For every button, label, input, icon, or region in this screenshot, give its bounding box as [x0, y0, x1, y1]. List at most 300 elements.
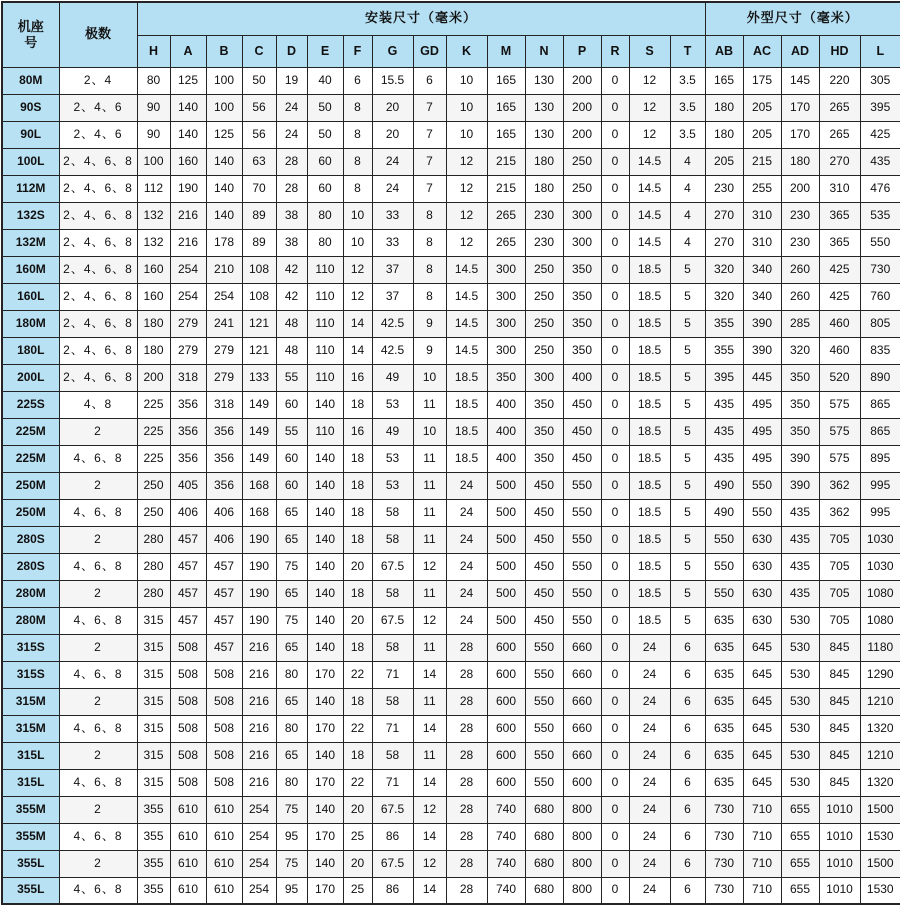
dimension-cell-c: 216 [242, 634, 276, 661]
dimension-cell-l: 1080 [860, 607, 900, 634]
dimension-cell-b: 100 [206, 67, 242, 94]
frame-number-cell: 280S [2, 553, 59, 580]
dimension-cell-hd: 1010 [819, 823, 860, 850]
dimension-cell-g: 58 [372, 526, 413, 553]
dimension-cell-h: 90 [137, 94, 170, 121]
dimension-cell-t: 4 [670, 175, 705, 202]
dimension-cell-k: 12 [446, 175, 487, 202]
dimension-cell-c: 216 [242, 769, 276, 796]
dimension-cell-b: 508 [206, 661, 242, 688]
frame-number-column-header [2, 2, 59, 67]
dimension-cell-h: 250 [137, 472, 170, 499]
dimension-cell-k: 12 [446, 229, 487, 256]
dimension-cell-m: 600 [487, 715, 525, 742]
dimension-cell-e: 80 [307, 202, 343, 229]
dimension-cell-t: 5 [670, 580, 705, 607]
dimension-cell-ab: 730 [705, 823, 743, 850]
dimension-cell-a: 508 [170, 688, 206, 715]
dimension-cell-ac: 710 [743, 877, 781, 904]
dimension-cell-p: 550 [563, 526, 601, 553]
dimension-cell-hd: 362 [819, 499, 860, 526]
dimension-cell-a: 610 [170, 877, 206, 904]
dimension-cell-c: 56 [242, 94, 276, 121]
dimension-cell-e: 50 [307, 94, 343, 121]
dimension-cell-g: 67.5 [372, 850, 413, 877]
dimension-cell-p: 550 [563, 580, 601, 607]
dimension-cell-n: 680 [525, 850, 563, 877]
dimension-cell-a: 406 [170, 499, 206, 526]
dimension-cell-c: 168 [242, 472, 276, 499]
dimension-cell-b: 457 [206, 634, 242, 661]
dimension-cell-ab: 435 [705, 418, 743, 445]
dimension-cell-b: 406 [206, 499, 242, 526]
dimension-cell-a: 318 [170, 364, 206, 391]
dimension-cell-r: 0 [601, 121, 629, 148]
dimension-cell-d: 80 [276, 715, 307, 742]
dimension-cell-ab: 730 [705, 850, 743, 877]
dimension-cell-r: 0 [601, 823, 629, 850]
dimension-cell-g: 71 [372, 661, 413, 688]
dimension-cell-r: 0 [601, 499, 629, 526]
dimension-cell-p: 660 [563, 715, 601, 742]
dimension-cell-b: 125 [206, 121, 242, 148]
dimension-cell-g: 67.5 [372, 796, 413, 823]
dimension-cell-r: 0 [601, 202, 629, 229]
dimension-cell-t: 5 [670, 445, 705, 472]
dimension-cell-l: 1210 [860, 688, 900, 715]
dimension-cell-a: 160 [170, 148, 206, 175]
dimension-cell-m: 300 [487, 337, 525, 364]
dimension-cell-h: 315 [137, 742, 170, 769]
dimension-cell-e: 170 [307, 661, 343, 688]
dimension-cell-r: 0 [601, 607, 629, 634]
dimension-cell-h: 280 [137, 553, 170, 580]
dimension-cell-s: 14.5 [629, 229, 670, 256]
dimension-cell-g: 58 [372, 634, 413, 661]
dimension-cell-ac: 390 [743, 310, 781, 337]
poles-cell: 2、4、6、8 [59, 256, 137, 283]
column-header-g: G [372, 35, 413, 67]
poles-cell: 2、4、6、8 [59, 310, 137, 337]
dimension-cell-c: 190 [242, 607, 276, 634]
dimension-cell-t: 6 [670, 634, 705, 661]
table-row [2, 148, 900, 175]
dimension-cell-f: 14 [343, 337, 372, 364]
dimension-cell-g: 86 [372, 877, 413, 904]
dimension-cell-n: 550 [525, 634, 563, 661]
poles-cell: 4、6、8 [59, 877, 137, 904]
dimension-cell-c: 89 [242, 202, 276, 229]
frame-number-cell: 160M [2, 256, 59, 283]
dimension-cell-r: 0 [601, 94, 629, 121]
dimension-cell-ad: 260 [781, 283, 819, 310]
dimension-cell-p: 250 [563, 175, 601, 202]
frame-number-cell: 315L [2, 742, 59, 769]
dimension-cell-s: 18.5 [629, 391, 670, 418]
column-header-h: H [137, 35, 170, 67]
dimension-cell-g: 49 [372, 418, 413, 445]
dimension-cell-p: 600 [563, 769, 601, 796]
dimension-cell-ac: 630 [743, 580, 781, 607]
dimension-cell-d: 75 [276, 850, 307, 877]
dimension-cell-hd: 1010 [819, 796, 860, 823]
dimension-cell-b: 508 [206, 688, 242, 715]
dimension-cell-a: 216 [170, 229, 206, 256]
dimension-cell-m: 500 [487, 526, 525, 553]
dimension-cell-ac: 645 [743, 634, 781, 661]
poles-cell: 2、4、6 [59, 94, 137, 121]
table-row [2, 607, 900, 634]
dimension-cell-ab: 490 [705, 472, 743, 499]
table-row [2, 877, 900, 904]
dimension-cell-l: 1500 [860, 796, 900, 823]
dimension-cell-b: 508 [206, 715, 242, 742]
outline-dimensions-group-header: 外型尺寸（毫米） [705, 2, 900, 35]
frame-number-cell: 250M [2, 499, 59, 526]
dimension-cell-hd: 270 [819, 148, 860, 175]
dimension-cell-k: 24 [446, 499, 487, 526]
dimension-cell-m: 740 [487, 796, 525, 823]
dimension-cell-ab: 730 [705, 877, 743, 904]
dimension-cell-d: 95 [276, 877, 307, 904]
dimension-cell-h: 315 [137, 769, 170, 796]
dimension-cell-ad: 260 [781, 256, 819, 283]
dimension-cell-g: 71 [372, 769, 413, 796]
dimension-cell-f: 18 [343, 688, 372, 715]
dimension-cell-n: 550 [525, 715, 563, 742]
dimension-cell-hd: 220 [819, 67, 860, 94]
dimension-cell-t: 6 [670, 688, 705, 715]
dimension-cell-e: 140 [307, 634, 343, 661]
dimension-cell-d: 60 [276, 391, 307, 418]
dimension-cell-g: 37 [372, 283, 413, 310]
dimension-cell-d: 28 [276, 175, 307, 202]
dimension-cell-l: 835 [860, 337, 900, 364]
dimension-cell-a: 356 [170, 391, 206, 418]
dimension-cell-ac: 630 [743, 553, 781, 580]
poles-cell: 4、8 [59, 391, 137, 418]
dimension-cell-t: 6 [670, 661, 705, 688]
dimension-cell-h: 225 [137, 391, 170, 418]
dimension-cell-h: 132 [137, 202, 170, 229]
dimension-cell-r: 0 [601, 445, 629, 472]
dimension-cell-m: 500 [487, 607, 525, 634]
dimension-cell-h: 355 [137, 877, 170, 904]
dimension-cell-g: 37 [372, 256, 413, 283]
dimension-cell-k: 28 [446, 661, 487, 688]
dimension-cell-c: 149 [242, 445, 276, 472]
dimension-cell-k: 28 [446, 823, 487, 850]
dimension-cell-l: 1530 [860, 877, 900, 904]
dimension-cell-gd: 6 [413, 67, 446, 94]
dimension-cell-n: 250 [525, 256, 563, 283]
dimension-cell-c: 216 [242, 715, 276, 742]
dimension-cell-s: 18.5 [629, 337, 670, 364]
column-header-p: P [563, 35, 601, 67]
dimension-cell-e: 140 [307, 499, 343, 526]
dimension-cell-d: 75 [276, 796, 307, 823]
frame-number-cell: 80M [2, 67, 59, 94]
dimension-cell-g: 67.5 [372, 553, 413, 580]
dimension-cell-n: 350 [525, 391, 563, 418]
dimension-cell-e: 60 [307, 148, 343, 175]
dimension-cell-ad: 390 [781, 472, 819, 499]
dimension-cell-c: 254 [242, 850, 276, 877]
dimension-cell-e: 110 [307, 337, 343, 364]
dimension-cell-r: 0 [601, 229, 629, 256]
table-row [2, 175, 900, 202]
dimension-cell-a: 356 [170, 418, 206, 445]
dimension-cell-l: 1530 [860, 823, 900, 850]
dimension-cell-m: 500 [487, 472, 525, 499]
dimension-cell-f: 18 [343, 742, 372, 769]
dimension-cell-gd: 7 [413, 175, 446, 202]
dimension-cell-l: 1210 [860, 742, 900, 769]
dimension-cell-l: 995 [860, 472, 900, 499]
dimension-cell-f: 18 [343, 445, 372, 472]
table-row [2, 94, 900, 121]
column-header-f: F [343, 35, 372, 67]
dimension-cell-f: 18 [343, 526, 372, 553]
dimension-cell-g: 58 [372, 580, 413, 607]
dimension-cell-n: 680 [525, 877, 563, 904]
dimension-cell-b: 356 [206, 472, 242, 499]
poles-cell: 2、4、6、8 [59, 364, 137, 391]
poles-cell: 4、6、8 [59, 553, 137, 580]
dimension-cell-h: 180 [137, 337, 170, 364]
dimension-cell-a: 254 [170, 256, 206, 283]
dimension-cell-h: 90 [137, 121, 170, 148]
dimension-cell-k: 14.5 [446, 283, 487, 310]
dimension-cell-gd: 11 [413, 445, 446, 472]
dimension-cell-ad: 655 [781, 850, 819, 877]
dimension-cell-r: 0 [601, 256, 629, 283]
dimension-cell-p: 450 [563, 418, 601, 445]
dimension-cell-t: 5 [670, 553, 705, 580]
dimension-cell-gd: 12 [413, 553, 446, 580]
dimension-cell-g: 15.5 [372, 67, 413, 94]
dimension-cell-g: 58 [372, 499, 413, 526]
frame-number-cell: 355M [2, 823, 59, 850]
table-row [2, 580, 900, 607]
dimension-cell-b: 457 [206, 553, 242, 580]
dimension-cell-m: 300 [487, 310, 525, 337]
dimension-cell-l: 435 [860, 148, 900, 175]
dimension-cell-d: 65 [276, 688, 307, 715]
dimension-cell-r: 0 [601, 688, 629, 715]
dimension-cell-ad: 200 [781, 175, 819, 202]
dimension-cell-r: 0 [601, 526, 629, 553]
dimension-cell-b: 610 [206, 850, 242, 877]
column-header-c: C [242, 35, 276, 67]
dimension-cell-n: 450 [525, 580, 563, 607]
dimension-cell-c: 216 [242, 688, 276, 715]
dimension-cell-h: 112 [137, 175, 170, 202]
dimension-cell-s: 18.5 [629, 580, 670, 607]
dimension-cell-h: 355 [137, 850, 170, 877]
dimension-cell-ab: 550 [705, 580, 743, 607]
dimension-cell-ad: 180 [781, 148, 819, 175]
dimension-cell-e: 140 [307, 391, 343, 418]
table-row [2, 526, 900, 553]
table-body [2, 67, 900, 904]
poles-column-header: 极数 [59, 2, 137, 67]
dimension-cell-ad: 230 [781, 229, 819, 256]
dimension-cell-d: 65 [276, 742, 307, 769]
table-row [2, 67, 900, 94]
dimension-cell-f: 20 [343, 796, 372, 823]
dimension-cell-k: 24 [446, 553, 487, 580]
dimension-cell-g: 53 [372, 445, 413, 472]
dimension-cell-c: 254 [242, 877, 276, 904]
poles-cell: 4、6、8 [59, 715, 137, 742]
dimension-cell-ab: 270 [705, 202, 743, 229]
table-row [2, 634, 900, 661]
dimension-cell-h: 315 [137, 715, 170, 742]
dimension-cell-gd: 7 [413, 94, 446, 121]
dimension-cell-r: 0 [601, 796, 629, 823]
dimension-cell-n: 450 [525, 607, 563, 634]
dimension-cell-hd: 705 [819, 580, 860, 607]
dimension-cell-c: 70 [242, 175, 276, 202]
dimension-cell-hd: 425 [819, 283, 860, 310]
dimension-cell-l: 305 [860, 67, 900, 94]
dimension-cell-a: 508 [170, 742, 206, 769]
column-header-ad: AD [781, 35, 819, 67]
dimension-cell-f: 8 [343, 94, 372, 121]
dimension-cell-ac: 215 [743, 148, 781, 175]
dimension-cell-a: 457 [170, 553, 206, 580]
frame-number-cell: 200L [2, 364, 59, 391]
dimension-cell-l: 865 [860, 391, 900, 418]
group-header-row [2, 2, 900, 35]
dimension-cell-n: 550 [525, 742, 563, 769]
dimension-cell-ac: 710 [743, 796, 781, 823]
dimension-cell-gd: 11 [413, 634, 446, 661]
poles-cell: 4、6、8 [59, 445, 137, 472]
frame-number-cell: 355M [2, 796, 59, 823]
dimension-cell-k: 18.5 [446, 391, 487, 418]
dimension-cell-p: 300 [563, 229, 601, 256]
dimension-cell-m: 600 [487, 742, 525, 769]
dimension-cell-ad: 145 [781, 67, 819, 94]
dimension-cell-g: 20 [372, 94, 413, 121]
dimension-cell-f: 18 [343, 391, 372, 418]
dimension-cell-k: 14.5 [446, 256, 487, 283]
dimension-cell-p: 660 [563, 634, 601, 661]
dimension-cell-r: 0 [601, 769, 629, 796]
dimension-cell-k: 10 [446, 121, 487, 148]
dimension-cell-f: 6 [343, 67, 372, 94]
dimension-cell-gd: 10 [413, 364, 446, 391]
dimension-cell-hd: 425 [819, 256, 860, 283]
dimension-cell-l: 890 [860, 364, 900, 391]
dimension-cell-ad: 530 [781, 769, 819, 796]
table-row [2, 823, 900, 850]
dimension-cell-m: 600 [487, 661, 525, 688]
dimension-cell-gd: 11 [413, 391, 446, 418]
dimension-cell-ad: 170 [781, 94, 819, 121]
dimension-cell-p: 400 [563, 364, 601, 391]
dimension-cell-ab: 435 [705, 445, 743, 472]
dimension-cell-n: 450 [525, 472, 563, 499]
dimension-cell-p: 200 [563, 121, 601, 148]
dimension-cell-a: 610 [170, 823, 206, 850]
dimension-cell-c: 149 [242, 418, 276, 445]
dimension-cell-b: 140 [206, 202, 242, 229]
dimension-cell-s: 24 [629, 688, 670, 715]
dimension-cell-a: 457 [170, 580, 206, 607]
dimension-cell-k: 24 [446, 580, 487, 607]
dimension-cell-n: 680 [525, 823, 563, 850]
dimension-cell-m: 215 [487, 148, 525, 175]
dimension-cell-ab: 635 [705, 634, 743, 661]
dimension-cell-ad: 390 [781, 445, 819, 472]
frame-number-cell: 225M [2, 445, 59, 472]
dimension-cell-g: 53 [372, 472, 413, 499]
dimension-cell-r: 0 [601, 148, 629, 175]
dimension-cell-ab: 635 [705, 607, 743, 634]
dimension-cell-d: 42 [276, 256, 307, 283]
table-row [2, 121, 900, 148]
dimension-cell-g: 53 [372, 391, 413, 418]
dimension-cell-gd: 9 [413, 337, 446, 364]
dimension-cell-n: 250 [525, 337, 563, 364]
dimension-cell-t: 4 [670, 229, 705, 256]
dimension-cell-l: 1290 [860, 661, 900, 688]
dimension-cell-a: 125 [170, 67, 206, 94]
dimension-cell-ad: 170 [781, 121, 819, 148]
dimension-cell-b: 457 [206, 607, 242, 634]
dimension-cell-m: 600 [487, 769, 525, 796]
dimension-cell-n: 180 [525, 175, 563, 202]
table-header [2, 2, 900, 67]
dimension-cell-d: 65 [276, 526, 307, 553]
dimension-cell-b: 241 [206, 310, 242, 337]
dimension-cell-s: 24 [629, 715, 670, 742]
dimension-cell-ab: 320 [705, 256, 743, 283]
dimension-cell-t: 5 [670, 526, 705, 553]
dimension-cell-l: 1320 [860, 769, 900, 796]
table-row [2, 472, 900, 499]
dimension-cell-gd: 8 [413, 256, 446, 283]
table-row [2, 391, 900, 418]
poles-cell: 4、6、8 [59, 661, 137, 688]
dimension-cell-p: 350 [563, 337, 601, 364]
dimension-cell-ad: 350 [781, 364, 819, 391]
dimension-cell-a: 610 [170, 850, 206, 877]
dimension-cell-d: 60 [276, 445, 307, 472]
dimension-cell-hd: 575 [819, 445, 860, 472]
dimension-cell-ad: 230 [781, 202, 819, 229]
table-row [2, 796, 900, 823]
column-header-r: R [601, 35, 629, 67]
dimension-cell-r: 0 [601, 742, 629, 769]
dimension-cell-ad: 655 [781, 823, 819, 850]
dimension-cell-g: 24 [372, 175, 413, 202]
dimension-cell-ad: 530 [781, 634, 819, 661]
dimension-cell-ac: 255 [743, 175, 781, 202]
dimension-cell-b: 610 [206, 877, 242, 904]
dimension-cell-l: 1320 [860, 715, 900, 742]
dimension-cell-k: 12 [446, 148, 487, 175]
dimension-cell-d: 75 [276, 553, 307, 580]
dimension-cell-t: 6 [670, 769, 705, 796]
dimension-cell-m: 600 [487, 634, 525, 661]
dimension-cell-t: 6 [670, 715, 705, 742]
dimension-cell-c: 190 [242, 526, 276, 553]
frame-number-cell: 280M [2, 607, 59, 634]
